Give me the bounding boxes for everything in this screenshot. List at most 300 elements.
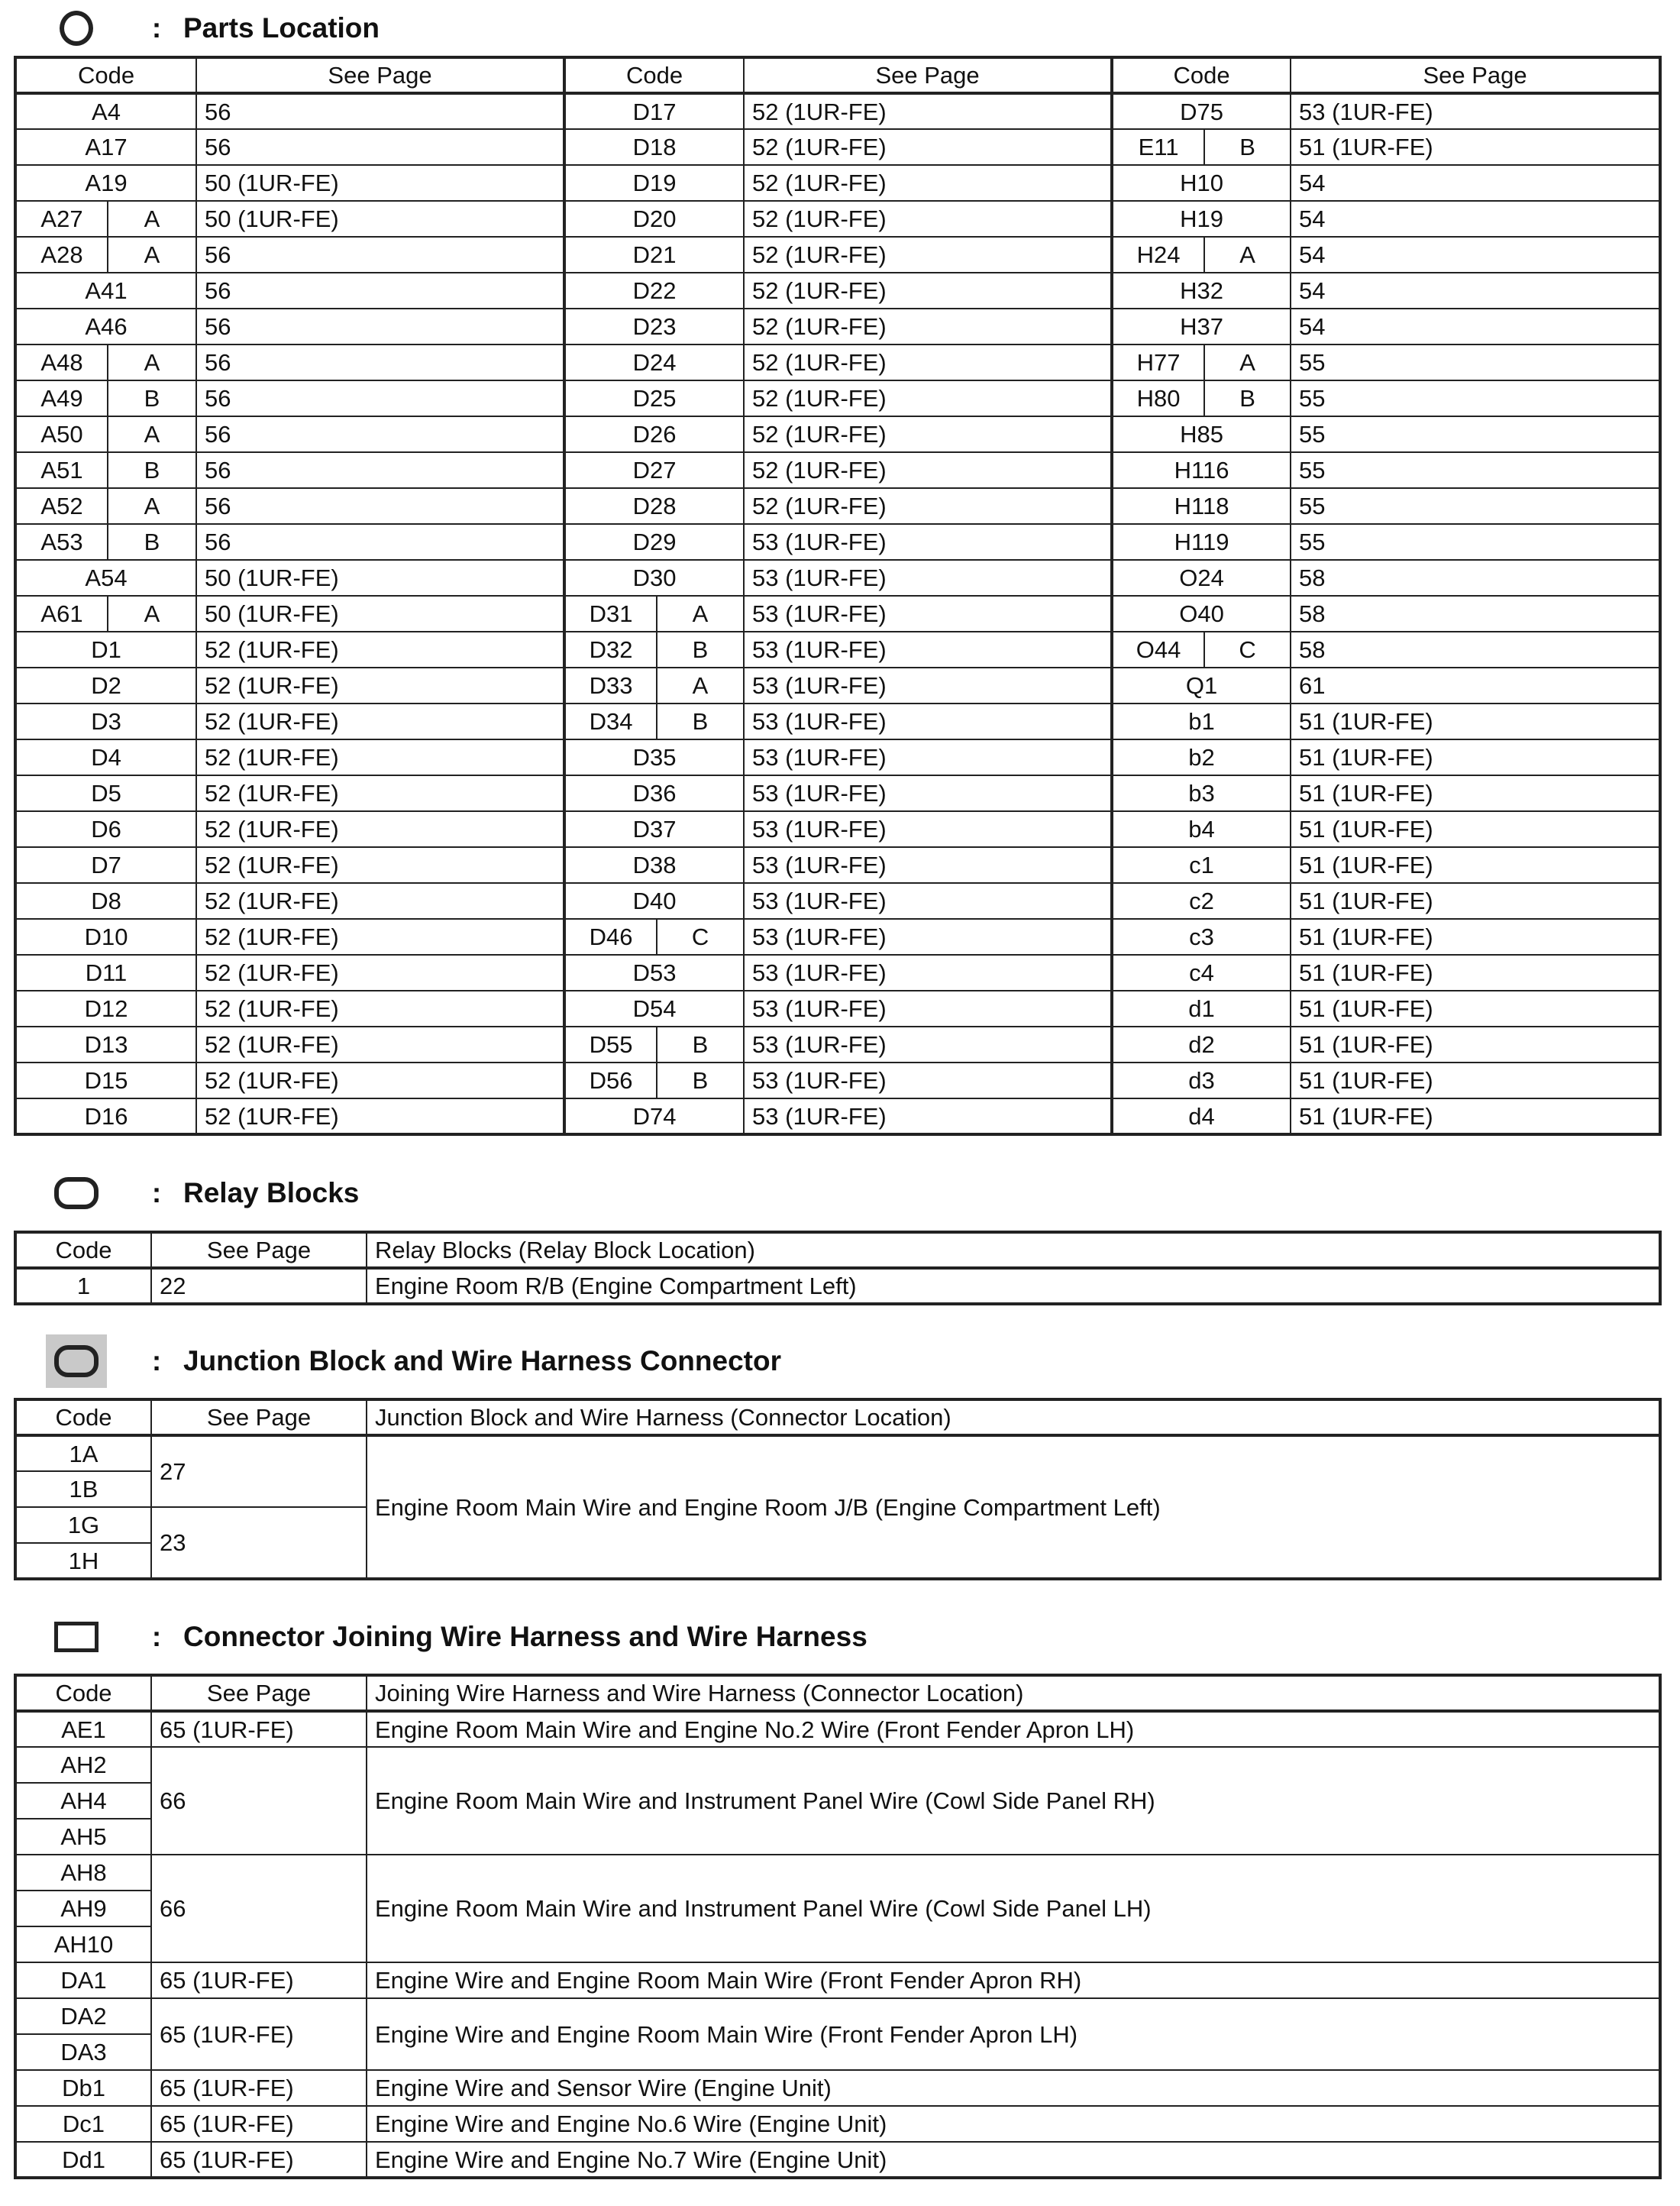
see-page-cell: 53 (1UR-FE) xyxy=(744,1063,1112,1098)
see-page-cell: 51 (1UR-FE) xyxy=(1291,1098,1660,1134)
code-cell: H32 xyxy=(1112,273,1291,309)
code-cell: d4 xyxy=(1112,1098,1291,1134)
junction-block-heading: : Junction Block and Wire Harness Connector xyxy=(46,1342,781,1380)
code-cell: Q1 xyxy=(1112,668,1291,704)
see-page-cell: 51 (1UR-FE) xyxy=(1291,129,1660,165)
header-location: Junction Block and Wire Harness (Connector Location) xyxy=(367,1399,1660,1435)
see-page-cell: 55 xyxy=(1291,344,1660,380)
code-cell: 1B xyxy=(15,1471,151,1507)
code-cell: A27 xyxy=(15,201,108,237)
code-cell: H116 xyxy=(1112,452,1291,488)
see-page-cell: 58 xyxy=(1291,560,1660,596)
code-cell: D36 xyxy=(564,775,744,811)
table-row xyxy=(15,2070,1660,2106)
see-page-cell: 53 (1UR-FE) xyxy=(744,1027,1112,1063)
header-see-page: See Page xyxy=(151,1675,367,1711)
code-cell: d3 xyxy=(1112,1063,1291,1098)
location-cell: Engine Wire and Engine Room Main Wire (Front Fender Apron LH) xyxy=(367,1998,1660,2070)
see-page-cell: 65 (1UR-FE) xyxy=(151,1998,367,2070)
connector-joining-table xyxy=(14,1674,1662,2179)
see-page-cell: 65 (1UR-FE) xyxy=(151,1962,367,1998)
code-cell: AH2 xyxy=(15,1747,151,1783)
table-row xyxy=(15,524,1660,560)
see-page-cell: 65 (1UR-FE) xyxy=(151,2106,367,2142)
see-page-cell: 23 xyxy=(151,1507,367,1579)
table-row xyxy=(15,919,1660,955)
code-cell: E11 xyxy=(1112,129,1204,165)
header-code: Code xyxy=(564,57,744,93)
code-cell: D75 xyxy=(1112,93,1291,129)
see-page-cell: 22 xyxy=(151,1268,367,1304)
code-cell: A19 xyxy=(15,165,196,201)
table-row xyxy=(15,201,1660,237)
see-page-cell: 56 xyxy=(196,129,564,165)
code-cell: D27 xyxy=(564,452,744,488)
see-page-cell: 53 (1UR-FE) xyxy=(744,560,1112,596)
code-cell: D37 xyxy=(564,811,744,847)
table-row xyxy=(15,560,1660,596)
code-cell: A53 xyxy=(15,524,108,560)
code-cell: d2 xyxy=(1112,1027,1291,1063)
code-cell: DA1 xyxy=(15,1962,151,1998)
code-cell: D4 xyxy=(15,739,196,775)
code-cell: D17 xyxy=(564,93,744,129)
code-cell: D25 xyxy=(564,380,744,416)
see-page-cell: 51 (1UR-FE) xyxy=(1291,955,1660,991)
see-page-cell: 58 xyxy=(1291,632,1660,668)
table-row xyxy=(15,1711,1660,1747)
connector-letter-cell: A xyxy=(108,201,196,237)
code-cell: D15 xyxy=(15,1063,196,1098)
code-cell: D18 xyxy=(564,129,744,165)
see-page-cell: 52 (1UR-FE) xyxy=(744,416,1112,452)
code-cell: D29 xyxy=(564,524,744,560)
see-page-cell: 52 (1UR-FE) xyxy=(196,704,564,739)
see-page-cell: 66 xyxy=(151,1747,367,1855)
code-cell: AH9 xyxy=(15,1891,151,1926)
code-cell: A41 xyxy=(15,273,196,309)
code-cell: D21 xyxy=(564,237,744,273)
location-cell: Engine Wire and Sensor Wire (Engine Unit) xyxy=(367,2070,1660,2106)
header-row xyxy=(15,1399,1660,1435)
see-page-cell: 56 xyxy=(196,93,564,129)
table-row xyxy=(15,1747,1660,1783)
see-page-cell: 53 (1UR-FE) xyxy=(744,775,1112,811)
code-cell: A49 xyxy=(15,380,108,416)
see-page-cell: 53 (1UR-FE) xyxy=(744,847,1112,883)
connector-letter-cell: A xyxy=(108,416,196,452)
relay-blocks-heading: : Relay Blocks xyxy=(46,1174,359,1212)
header-see-page: See Page xyxy=(196,57,564,93)
header-see-page: See Page xyxy=(1291,57,1660,93)
connector-letter-cell: B xyxy=(657,1027,744,1063)
code-cell: H118 xyxy=(1112,488,1291,524)
code-cell: D32 xyxy=(564,632,657,668)
connector-joining-heading: : Connector Joining Wire Harness and Wire Harness xyxy=(46,1618,867,1656)
code-cell: D24 xyxy=(564,344,744,380)
header-code: Code xyxy=(15,1232,151,1268)
table-row xyxy=(15,2142,1660,2178)
code-cell: b3 xyxy=(1112,775,1291,811)
code-cell: D55 xyxy=(564,1027,657,1063)
see-page-cell: 52 (1UR-FE) xyxy=(744,129,1112,165)
code-cell: D31 xyxy=(564,596,657,632)
see-page-cell: 53 (1UR-FE) xyxy=(744,524,1112,560)
code-cell: A51 xyxy=(15,452,108,488)
connector-letter-cell: A xyxy=(108,237,196,273)
code-cell: b2 xyxy=(1112,739,1291,775)
code-cell: H37 xyxy=(1112,309,1291,344)
code-cell: D11 xyxy=(15,955,196,991)
see-page-cell: 50 (1UR-FE) xyxy=(196,560,564,596)
connector-letter-cell: B xyxy=(657,1063,744,1098)
code-cell: D35 xyxy=(564,739,744,775)
table-row xyxy=(15,452,1660,488)
code-cell: H19 xyxy=(1112,201,1291,237)
table-row xyxy=(15,1098,1660,1134)
code-cell: A17 xyxy=(15,129,196,165)
code-cell: D22 xyxy=(564,273,744,309)
see-page-cell: 52 (1UR-FE) xyxy=(196,847,564,883)
code-cell: H119 xyxy=(1112,524,1291,560)
code-cell: D2 xyxy=(15,668,196,704)
code-cell: H85 xyxy=(1112,416,1291,452)
code-cell: D1 xyxy=(15,632,196,668)
junction-block-table xyxy=(14,1398,1662,1580)
code-cell: D26 xyxy=(564,416,744,452)
code-cell: c3 xyxy=(1112,919,1291,955)
see-page-cell: 65 (1UR-FE) xyxy=(151,2070,367,2106)
see-page-cell: 56 xyxy=(196,524,564,560)
table-row xyxy=(15,1855,1660,1891)
see-page-cell: 52 (1UR-FE) xyxy=(744,93,1112,129)
table-row xyxy=(15,1435,1660,1471)
see-page-cell: 52 (1UR-FE) xyxy=(744,201,1112,237)
code-cell: AE1 xyxy=(15,1711,151,1747)
see-page-cell: 53 (1UR-FE) xyxy=(744,596,1112,632)
see-page-cell: 55 xyxy=(1291,452,1660,488)
header-code: Code xyxy=(15,57,196,93)
location-cell: Engine Room R/B (Engine Compartment Left) xyxy=(367,1268,1660,1304)
header-row xyxy=(15,1675,1660,1711)
table-row xyxy=(15,1998,1660,2034)
code-cell: AH5 xyxy=(15,1819,151,1855)
table-row xyxy=(15,488,1660,524)
code-cell: 1A xyxy=(15,1435,151,1471)
location-cell: Engine Wire and Engine Room Main Wire (Front Fender Apron RH) xyxy=(367,1962,1660,1998)
see-page-cell: 52 (1UR-FE) xyxy=(744,165,1112,201)
see-page-cell: 54 xyxy=(1291,165,1660,201)
see-page-cell: 53 (1UR-FE) xyxy=(744,739,1112,775)
table-row xyxy=(15,165,1660,201)
see-page-cell: 50 (1UR-FE) xyxy=(196,596,564,632)
code-cell: DA2 xyxy=(15,1998,151,2034)
see-page-cell: 27 xyxy=(151,1435,367,1507)
code-cell: D12 xyxy=(15,991,196,1027)
header-code: Code xyxy=(15,1399,151,1435)
code-cell: D38 xyxy=(564,847,744,883)
see-page-cell: 51 (1UR-FE) xyxy=(1291,739,1660,775)
see-page-cell: 53 (1UR-FE) xyxy=(1291,93,1660,129)
see-page-cell: 52 (1UR-FE) xyxy=(196,1063,564,1098)
see-page-cell: 56 xyxy=(196,416,564,452)
location-cell: Engine Room Main Wire and Engine No.2 Wire (Front Fender Apron LH) xyxy=(367,1711,1660,1747)
section-title: Parts Location xyxy=(183,12,380,44)
see-page-cell: 52 (1UR-FE) xyxy=(744,273,1112,309)
code-cell: D74 xyxy=(564,1098,744,1134)
see-page-cell: 52 (1UR-FE) xyxy=(196,811,564,847)
header-code: Code xyxy=(15,1675,151,1711)
connector-letter-cell: A xyxy=(1204,237,1291,273)
connector-letter-cell: A xyxy=(108,596,196,632)
location-cell: Engine Room Main Wire and Instrument Panel Wire (Cowl Side Panel LH) xyxy=(367,1855,1660,1962)
see-page-cell: 51 (1UR-FE) xyxy=(1291,991,1660,1027)
table-row xyxy=(15,775,1660,811)
connector-letter-cell: B xyxy=(657,704,744,739)
see-page-cell: 65 (1UR-FE) xyxy=(151,1711,367,1747)
code-cell: Dc1 xyxy=(15,2106,151,2142)
see-page-cell: 53 (1UR-FE) xyxy=(744,632,1112,668)
see-page-cell: 52 (1UR-FE) xyxy=(744,344,1112,380)
see-page-cell: 54 xyxy=(1291,273,1660,309)
table-row xyxy=(15,991,1660,1027)
code-cell: D46 xyxy=(564,919,657,955)
connector-letter-cell: A xyxy=(657,668,744,704)
code-cell: D5 xyxy=(15,775,196,811)
section-title: Connector Joining Wire Harness and Wire Harness xyxy=(183,1621,867,1652)
connector-letter-cell: B xyxy=(108,380,196,416)
relay-blocks-table xyxy=(14,1231,1662,1305)
code-cell: b1 xyxy=(1112,704,1291,739)
code-cell: D3 xyxy=(15,704,196,739)
rectangle-icon xyxy=(46,1618,107,1656)
header-code: Code xyxy=(1112,57,1291,93)
see-page-cell: 56 xyxy=(196,380,564,416)
see-page-cell: 53 (1UR-FE) xyxy=(744,991,1112,1027)
table-row xyxy=(15,883,1660,919)
see-page-cell: 51 (1UR-FE) xyxy=(1291,1027,1660,1063)
table-row xyxy=(15,1063,1660,1098)
see-page-cell: 52 (1UR-FE) xyxy=(744,452,1112,488)
code-cell: H10 xyxy=(1112,165,1291,201)
table-row xyxy=(15,273,1660,309)
code-cell: D53 xyxy=(564,955,744,991)
connector-letter-cell: C xyxy=(1204,632,1291,668)
see-page-cell: 52 (1UR-FE) xyxy=(196,991,564,1027)
parts-location-table xyxy=(14,56,1662,1136)
see-page-cell: 53 (1UR-FE) xyxy=(744,955,1112,991)
header-location: Joining Wire Harness and Wire Harness (Connector Location) xyxy=(367,1675,1660,1711)
code-cell: D7 xyxy=(15,847,196,883)
connector-letter-cell: A xyxy=(108,344,196,380)
header-location: Relay Blocks (Relay Block Location) xyxy=(367,1232,1660,1268)
code-cell: A48 xyxy=(15,344,108,380)
code-cell: A50 xyxy=(15,416,108,452)
see-page-cell: 54 xyxy=(1291,237,1660,273)
table-row xyxy=(15,344,1660,380)
table-row xyxy=(15,704,1660,739)
see-page-cell: 66 xyxy=(151,1855,367,1962)
see-page-cell: 58 xyxy=(1291,596,1660,632)
table-row xyxy=(15,1268,1660,1304)
see-page-cell: 54 xyxy=(1291,201,1660,237)
code-cell: D10 xyxy=(15,919,196,955)
see-page-cell: 54 xyxy=(1291,309,1660,344)
see-page-cell: 55 xyxy=(1291,416,1660,452)
code-cell: D40 xyxy=(564,883,744,919)
code-cell: D8 xyxy=(15,883,196,919)
table-row xyxy=(15,1962,1660,1998)
see-page-cell: 61 xyxy=(1291,668,1660,704)
code-cell: A61 xyxy=(15,596,108,632)
see-page-cell: 50 (1UR-FE) xyxy=(196,201,564,237)
code-cell: 1G xyxy=(15,1507,151,1543)
code-cell: H80 xyxy=(1112,380,1204,416)
see-page-cell: 56 xyxy=(196,273,564,309)
see-page-cell: 55 xyxy=(1291,524,1660,560)
see-page-cell: 52 (1UR-FE) xyxy=(196,1027,564,1063)
circle-icon xyxy=(46,9,107,47)
table-row xyxy=(15,1027,1660,1063)
code-cell: D20 xyxy=(564,201,744,237)
table-row xyxy=(15,416,1660,452)
see-page-cell: 52 (1UR-FE) xyxy=(196,1098,564,1134)
see-page-cell: 56 xyxy=(196,237,564,273)
table-row xyxy=(15,309,1660,344)
see-page-cell: 55 xyxy=(1291,380,1660,416)
code-cell: c4 xyxy=(1112,955,1291,991)
see-page-cell: 55 xyxy=(1291,488,1660,524)
see-page-cell: 53 (1UR-FE) xyxy=(744,919,1112,955)
see-page-cell: 65 (1UR-FE) xyxy=(151,2142,367,2178)
connector-letter-cell: A xyxy=(1204,344,1291,380)
see-page-cell: 51 (1UR-FE) xyxy=(1291,704,1660,739)
connector-letter-cell: A xyxy=(108,488,196,524)
code-cell: H77 xyxy=(1112,344,1204,380)
see-page-cell: 51 (1UR-FE) xyxy=(1291,919,1660,955)
table-row xyxy=(15,811,1660,847)
table-row xyxy=(15,237,1660,273)
see-page-cell: 56 xyxy=(196,344,564,380)
code-cell: A52 xyxy=(15,488,108,524)
see-page-cell: 56 xyxy=(196,309,564,344)
code-cell: b4 xyxy=(1112,811,1291,847)
table-row xyxy=(15,2106,1660,2142)
see-page-cell: 53 (1UR-FE) xyxy=(744,704,1112,739)
header-see-page: See Page xyxy=(744,57,1112,93)
code-cell: Db1 xyxy=(15,2070,151,2106)
see-page-cell: 51 (1UR-FE) xyxy=(1291,1063,1660,1098)
see-page-cell: 53 (1UR-FE) xyxy=(744,1098,1112,1134)
code-cell: A4 xyxy=(15,93,196,129)
see-page-cell: 52 (1UR-FE) xyxy=(744,488,1112,524)
code-cell: DA3 xyxy=(15,2034,151,2070)
code-cell: D16 xyxy=(15,1098,196,1134)
see-page-cell: 52 (1UR-FE) xyxy=(196,919,564,955)
connector-letter-cell: B xyxy=(108,452,196,488)
code-cell: c1 xyxy=(1112,847,1291,883)
table-row xyxy=(15,93,1660,129)
see-page-cell: 52 (1UR-FE) xyxy=(196,632,564,668)
table-row xyxy=(15,380,1660,416)
connector-letter-cell: B xyxy=(108,524,196,560)
see-page-cell: 51 (1UR-FE) xyxy=(1291,811,1660,847)
table-row xyxy=(15,129,1660,165)
code-cell: D56 xyxy=(564,1063,657,1098)
see-page-cell: 52 (1UR-FE) xyxy=(196,739,564,775)
see-page-cell: 52 (1UR-FE) xyxy=(744,237,1112,273)
code-cell: 1H xyxy=(15,1543,151,1579)
header-see-page: See Page xyxy=(151,1232,367,1268)
code-cell: c2 xyxy=(1112,883,1291,919)
code-cell: 1 xyxy=(15,1268,151,1304)
header-row xyxy=(15,1232,1660,1268)
oval-icon xyxy=(46,1174,107,1212)
see-page-cell: 51 (1UR-FE) xyxy=(1291,775,1660,811)
code-cell: D6 xyxy=(15,811,196,847)
see-page-cell: 52 (1UR-FE) xyxy=(196,775,564,811)
see-page-cell: 56 xyxy=(196,488,564,524)
code-cell: AH4 xyxy=(15,1783,151,1819)
header-see-page: See Page xyxy=(151,1399,367,1435)
see-page-cell: 52 (1UR-FE) xyxy=(196,955,564,991)
connector-letter-cell: B xyxy=(1204,380,1291,416)
connector-letter-cell: B xyxy=(657,632,744,668)
see-page-cell: 50 (1UR-FE) xyxy=(196,165,564,201)
table-row xyxy=(15,955,1660,991)
code-cell: D30 xyxy=(564,560,744,596)
code-cell: D28 xyxy=(564,488,744,524)
table-row xyxy=(15,596,1660,632)
connector-letter-cell: C xyxy=(657,919,744,955)
location-cell: Engine Room Main Wire and Instrument Panel Wire (Cowl Side Panel RH) xyxy=(367,1747,1660,1855)
see-page-cell: 52 (1UR-FE) xyxy=(196,668,564,704)
see-page-cell: 56 xyxy=(196,452,564,488)
code-cell: A46 xyxy=(15,309,196,344)
code-cell: D54 xyxy=(564,991,744,1027)
table-row xyxy=(15,847,1660,883)
code-cell: A54 xyxy=(15,560,196,596)
code-cell: O24 xyxy=(1112,560,1291,596)
location-cell: Engine Wire and Engine No.6 Wire (Engine Unit) xyxy=(367,2106,1660,2142)
code-cell: D34 xyxy=(564,704,657,739)
see-page-cell: 51 (1UR-FE) xyxy=(1291,883,1660,919)
table-row xyxy=(15,668,1660,704)
code-cell: O40 xyxy=(1112,596,1291,632)
see-page-cell: 53 (1UR-FE) xyxy=(744,811,1112,847)
table-row xyxy=(15,739,1660,775)
see-page-cell: 52 (1UR-FE) xyxy=(196,883,564,919)
code-cell: D13 xyxy=(15,1027,196,1063)
code-cell: Dd1 xyxy=(15,2142,151,2178)
location-cell: Engine Room Main Wire and Engine Room J/B (Engine Compartment Left) xyxy=(367,1435,1660,1579)
shaded-oval-icon xyxy=(46,1342,107,1380)
code-cell: AH10 xyxy=(15,1926,151,1962)
connector-letter-cell: A xyxy=(657,596,744,632)
code-cell: D19 xyxy=(564,165,744,201)
see-page-cell: 51 (1UR-FE) xyxy=(1291,847,1660,883)
code-cell: D33 xyxy=(564,668,657,704)
code-cell: D23 xyxy=(564,309,744,344)
see-page-cell: 52 (1UR-FE) xyxy=(744,309,1112,344)
table-row xyxy=(15,632,1660,668)
parts-location-heading: : Parts Location xyxy=(46,9,380,47)
code-cell: d1 xyxy=(1112,991,1291,1027)
section-title: Relay Blocks xyxy=(183,1177,360,1208)
code-cell: A28 xyxy=(15,237,108,273)
see-page-cell: 53 (1UR-FE) xyxy=(744,883,1112,919)
code-cell: AH8 xyxy=(15,1855,151,1891)
